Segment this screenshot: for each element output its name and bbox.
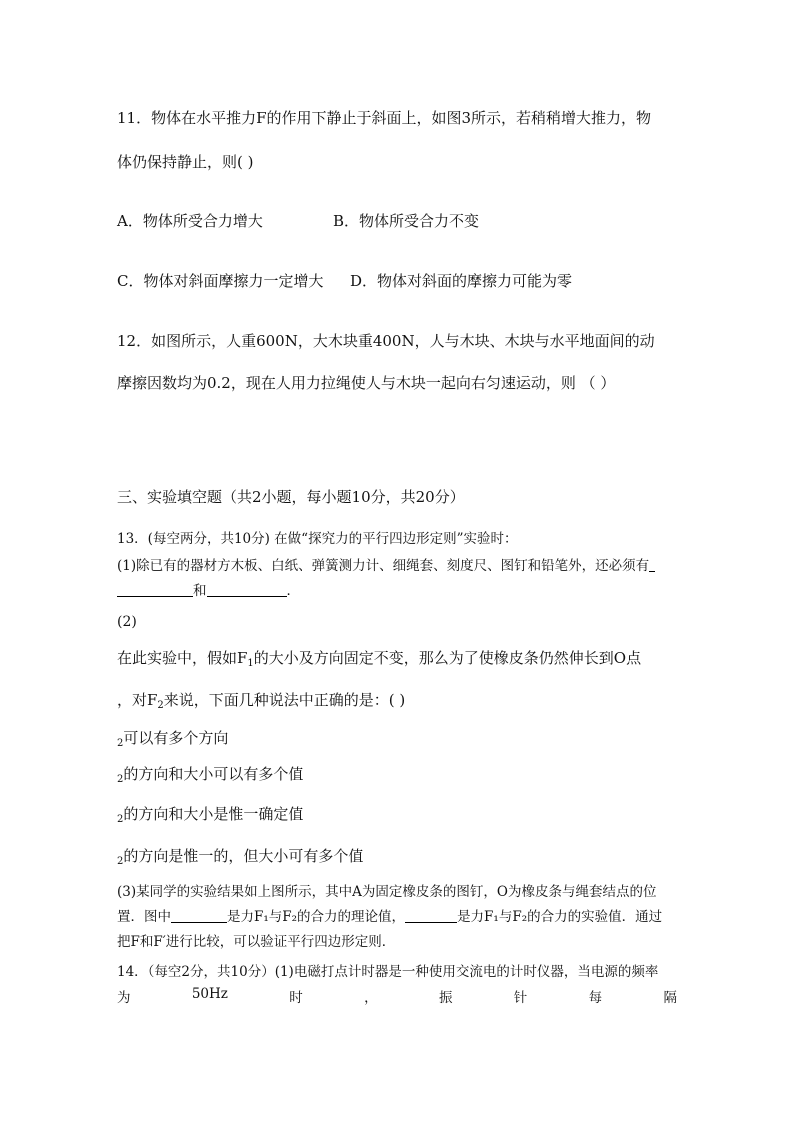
q13-part2-pre: 在此实验中，假如F — [117, 649, 248, 667]
q14-word: 隔 — [663, 990, 677, 1006]
q13-line1: 13．(每空两分，共10分) 在做“探究力的平行四边形定则”实验时： — [117, 531, 518, 547]
q13-part3-line2 — [117, 905, 662, 925]
option-b-subscript: 2 — [117, 774, 124, 785]
q14-word: 50Hz — [191, 986, 228, 1002]
q14-word: 时 — [289, 990, 303, 1006]
option-a-subscript: 2 — [117, 738, 124, 749]
option-c-text: 的方向和大小是惟一确定值 — [123, 805, 304, 823]
q14-word: ， — [364, 990, 378, 1006]
q14-word: 针 — [513, 990, 528, 1006]
q12-line2: 摩擦因数均为0.2，现在人用力拉绳使人与木块一起向右匀速运动，则 （ ） — [117, 374, 616, 392]
q11-option-b: B．物体所受合力不变 — [333, 212, 480, 230]
q11-option-a: A．物体所受合力增大 — [117, 212, 263, 230]
q13-part3-pre: 置．图中 — [117, 909, 171, 925]
q13-part2b-post: 来说，下面几种说法中正确的是：( ) — [163, 691, 406, 709]
q13-part2-line2 — [117, 689, 405, 711]
q13-part3-mid: 是力F₁与F₂的合力的理论值， — [227, 909, 406, 925]
q14-word: 为 — [117, 990, 131, 1006]
option-b-text: 的方向和大小可以有多个值 — [123, 765, 304, 783]
blank-1 — [117, 582, 193, 597]
q12-line1: 12．如图所示，人重600N，大木块重400N，人与木块、木块与水平地面间的动 — [117, 332, 655, 350]
q13-option-d — [117, 845, 363, 867]
f2-subscript: 2 — [157, 700, 164, 711]
q14-word: 振 — [438, 990, 453, 1006]
blank-4 — [405, 908, 457, 923]
option-d-text: 的方向是惟一的，但大小可有多个值 — [123, 847, 364, 865]
q14-line2 — [117, 986, 677, 1006]
option-a-text: 可以有多个方向 — [123, 729, 229, 747]
q11-line1: 11．物体在水平推力F的作用下静止于斜面上，如图3所示，若稍稍增大推力，物 — [117, 109, 652, 127]
blank-3 — [171, 908, 227, 923]
q11-option-d: D．物体对斜面的摩擦力可能为零 — [350, 272, 573, 290]
blank-0 — [649, 557, 655, 572]
q13-part1-text: (1)除已有的器材方木板、白纸、弹簧测力计、细绳套、刻度尺、图钉和铅笔外，还必须有 — [117, 558, 650, 574]
option-d-subscript: 2 — [117, 856, 124, 867]
option-c-subscript: 2 — [117, 814, 124, 825]
q13-part3-line1: (3)某同学的实验结果如上图所示，其中A为固定橡皮条的图钉，O为橡皮条与绳套结点的位 — [117, 884, 657, 900]
q13-part3-post: 是力F₁与F₂的合力的实验值．通过 — [457, 909, 663, 925]
q13-part1-line2 — [117, 579, 300, 599]
q11-option-c: C．物体对斜面摩擦力一定增大 — [117, 272, 324, 290]
section-heading: 三、实验填空题（共2小题，每小题10分，共20分） — [117, 488, 465, 506]
q13-part1-period: ． — [286, 583, 300, 599]
blank-2 — [207, 582, 287, 597]
q13-option-a — [117, 727, 228, 749]
q13-option-c — [117, 803, 303, 825]
q13-part2-post: 的大小及方向固定不变，那么为了使橡皮条仍然伸长到O点 — [253, 649, 642, 667]
q13-part2b-pre: ，对F — [117, 691, 158, 709]
q13-part2-line1 — [117, 647, 641, 669]
q13-part1-and: 和 — [193, 583, 207, 599]
q13-option-b — [117, 763, 303, 785]
q13-part2-label: (2) — [117, 614, 137, 630]
q11-line2: 体仍保持静止，则( ) — [117, 153, 254, 171]
q14-word: 每 — [588, 990, 603, 1006]
f1-subscript: 1 — [247, 658, 254, 669]
q13-part1-line1 — [117, 554, 655, 574]
q14-line1: 14．（每空2分，共10分）(1)电磁打点计时器是一种使用交流电的计时仪器，当电源的频率 — [117, 964, 659, 980]
q13-part3-line3: 把F和F′进行比较，可以验证平行四边形定则． — [117, 934, 396, 950]
